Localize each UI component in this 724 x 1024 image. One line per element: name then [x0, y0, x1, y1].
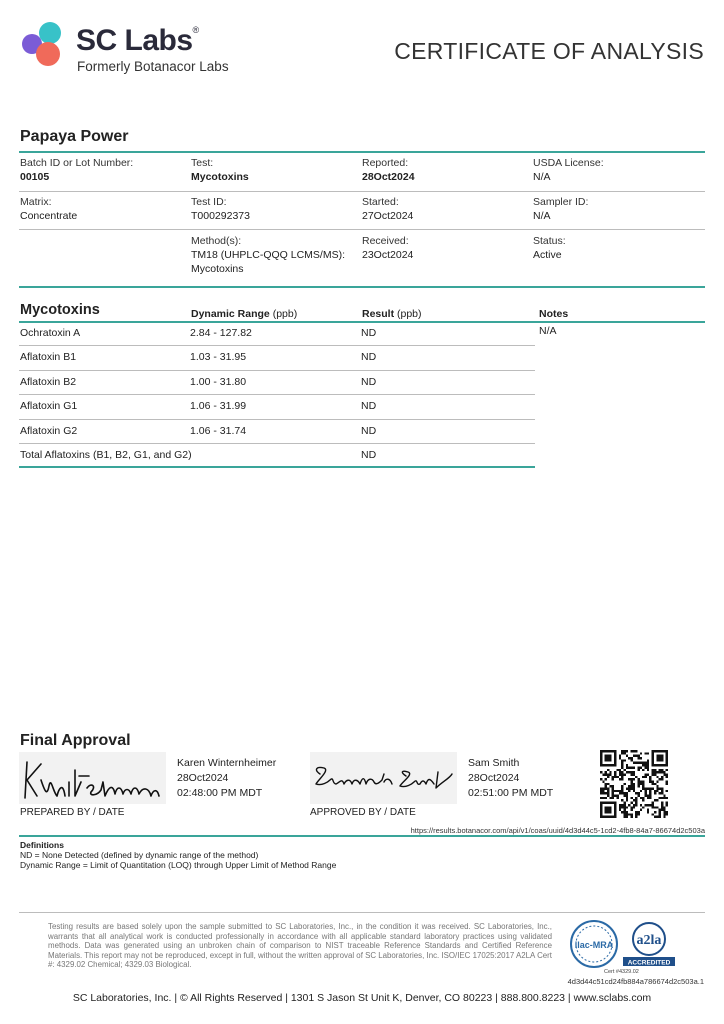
batch-id: Batch ID or Lot Number: 00105 [20, 157, 134, 183]
definitions: Definitions ND = None Detected (defined by dynamic range of the method) Dynamic Range = Limit of Quantitation (LOQ) through Upper Limit of Method Range [20, 840, 337, 870]
divider [19, 912, 705, 913]
divider [19, 286, 705, 288]
matrix: Matrix: Concentrate [20, 196, 78, 222]
divider [19, 191, 705, 192]
preparer-info: Karen Winternheimer 28Oct2024 02:48:00 PM MDT [177, 757, 277, 799]
status: Status: Active [533, 235, 566, 261]
column-header-result: Result (ppb) [362, 308, 422, 320]
a2la-icon [621, 921, 677, 967]
svg-text:a2la: a2la [636, 933, 662, 948]
results-section-title: Mycotoxins [20, 302, 100, 318]
qr-code-icon[interactable] [600, 750, 668, 818]
test-type: Test: Mycotoxins [191, 157, 249, 183]
svg-text:ACCREDITED: ACCREDITED [627, 959, 671, 967]
preparer-label: PREPARED BY / DATE [20, 807, 125, 818]
received-date: Received: 23Oct2024 [362, 235, 414, 261]
sc-labs-logo [20, 20, 240, 76]
approver-signature [310, 752, 457, 804]
document-hash: 4d3d44c51cd24fb884a786674d2c503a.1 [567, 977, 704, 986]
page-footer: SC Laboratories, Inc. | © All Rights Reserved | 1301 S Jason St Unit K, Denver, CO 80223 | 888.800.8223 | www.sclabs.com [72, 992, 652, 1004]
document-title: CERTIFICATE OF ANALYSIS [394, 38, 704, 64]
divider [19, 835, 705, 837]
cert-number: Cert #4329.02 [604, 969, 639, 975]
column-header-notes: Notes [539, 308, 569, 320]
signature-icon [19, 752, 166, 804]
column-header-range: Dynamic Range (ppb) [191, 308, 298, 320]
divider [19, 151, 705, 153]
reported-date: Reported: 28Oct2024 [362, 157, 415, 183]
test-id: Test ID: T000292373 [191, 196, 250, 222]
brand-tagline: Formerly Botanacor Labs [77, 59, 229, 74]
started-date: Started: 27Oct2024 [362, 196, 414, 222]
ilac-mra-badge [569, 919, 619, 969]
svg-text:ilac-MRA: ilac-MRA [574, 940, 614, 950]
table-row: Aflatoxin B2 1.00 - 31.80 ND [19, 371, 535, 395]
methods: Method(s): TM18 (UHPLC-QQQ LCMS/MS): Mycotoxins [191, 235, 346, 275]
product-name: Papaya Power [20, 128, 129, 145]
signature-icon [310, 752, 457, 804]
logo-dots-icon [20, 20, 68, 68]
a2la-badge [621, 921, 677, 967]
final-approval-title: Final Approval [20, 732, 131, 749]
disclaimer-text: Testing results are based solely upon the sample submitted to SC Laboratories, Inc., in the condition it was received. SC Laboratories, Inc., warrants that all analytical work is conducted professionally in accordance with all applicable standard laboratory practices using validated methods. Data was generated using an unbroken chain of comparison to NIST traceable Reference Standards and Certified Reference Materials. This report may not be reproduced, except in full, without the written approval of SC Laboratories, Inc. ISO/IEC 17025:2017 A2LA Cert #: 4329.02 Chemical; 4329.03 Biological. [48, 922, 552, 969]
divider [19, 229, 705, 230]
table-row: Aflatoxin G1 1.06 - 31.99 ND [19, 395, 535, 419]
approver-info: Sam Smith 28Oct2024 02:51:00 PM MDT [468, 757, 554, 799]
approver-label: APPROVED BY / DATE [310, 807, 416, 818]
sampler-id: Sampler ID: N/A [533, 196, 589, 222]
brand-name: SC Labs® [76, 24, 199, 57]
ilac-mra-icon [569, 919, 619, 969]
preparer-signature [19, 752, 166, 804]
table-row-total: Total Aflatoxins (B1, B2, G1, and G2) ND [19, 444, 535, 468]
notes-value: N/A [539, 325, 557, 337]
table-row: Aflatoxin B1 1.03 - 31.95 ND [19, 346, 535, 370]
table-row: Ochratoxin A 2.84 - 127.82 ND [19, 322, 535, 346]
table-row: Aflatoxin G2 1.06 - 31.74 ND [19, 420, 535, 444]
results-url[interactable]: https://results.botanacor.com/api/v1/coas/uuid/4d3d44c5-1cd2-4fb8-84a7-86674d2c503a [410, 826, 705, 835]
usda-license: USDA License: N/A [533, 157, 604, 183]
